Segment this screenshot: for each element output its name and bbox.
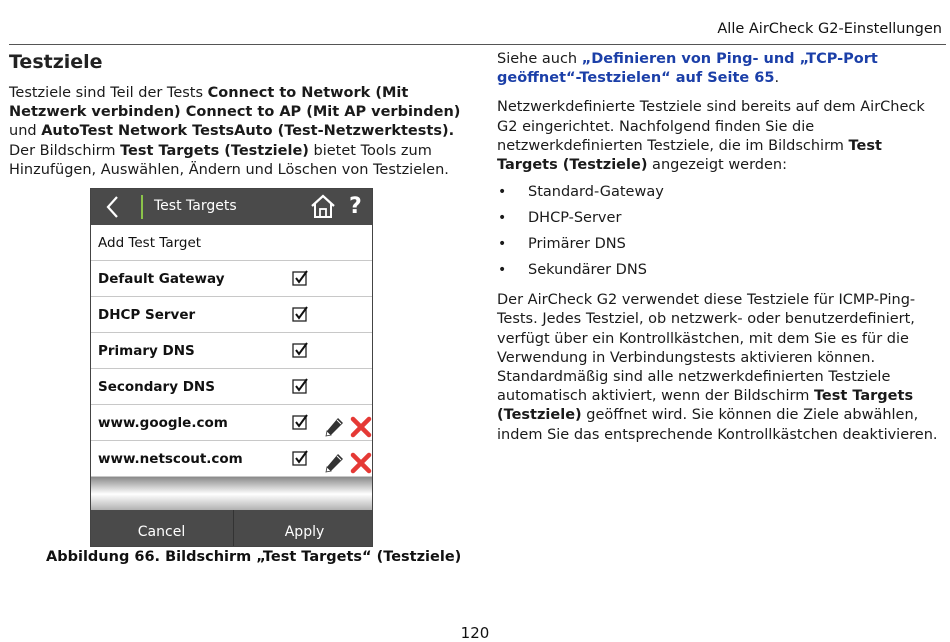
test-target-row[interactable] (91, 297, 372, 333)
checkbox-checked-icon[interactable] (292, 414, 308, 430)
intro-bold-autotest: AutoTest Network TestsAuto (Test-Netzwerktests). (41, 123, 455, 140)
test-target-row[interactable] (91, 369, 372, 405)
title-separator (141, 195, 143, 219)
page-number: 120 (460, 624, 490, 642)
paragraph-text: Der AirCheck G2 verwendet diese Testziele für ICMP-Ping-Tests. Jedes Testziel, ob netzwerk- oder benutzerdefiniert, verfügt über ein Kontrollkästchen, mit dem Sie es für die Verwendung in Verbindungstests aktivieren können. Standardmäßig sind alle netzwerkdefinierten Testziele automatisch aktiviert, wenn der Bildschirm (497, 292, 916, 405)
pencil-icon[interactable] (323, 416, 345, 438)
intro-text: bietet Tools zum Hinzufügen, Auswählen, Ändern und Löschen von Testzielen. (9, 142, 449, 178)
see-also-text: Siehe auch (497, 51, 582, 67)
see-also-text: . (774, 70, 780, 87)
paragraph-text: angezeigt werden: (647, 157, 788, 174)
bullet-item: • DHCP-Server (497, 209, 947, 235)
bullet-item: • Standard-Gateway (497, 183, 947, 209)
section-title: Testziele (9, 51, 103, 73)
figure-caption: Abbildung 66. Bildschirm „Test Targets“ (Testziele) (46, 549, 462, 565)
intro-bold-screen: Test Targets (Testziele) (120, 142, 309, 159)
device-title-bar (91, 189, 372, 225)
checkbox-checked-icon[interactable] (292, 270, 308, 286)
device-button-bar (91, 510, 372, 546)
device-screenshot (90, 188, 373, 547)
test-target-label: Secondary DNS (98, 379, 215, 395)
network-targets-paragraph (497, 98, 947, 175)
test-target-label: www.google.com (98, 415, 228, 431)
intro-text: Testziele sind Teil der Tests (9, 85, 208, 101)
home-icon[interactable] (310, 193, 336, 219)
paragraph-text: geöffnet wird. Sie können die Ziele abwählen, indem Sie das entsprechende Kontrollkästchen deaktivieren. (497, 407, 938, 443)
right-column (497, 50, 947, 445)
test-target-label: DHCP Server (98, 307, 196, 323)
checkbox-checked-icon[interactable] (292, 306, 308, 322)
see-also-link[interactable]: „Definieren von Ping- und „TCP-Port geöffnet“-Testzielen“ auf Seite 65 (497, 51, 878, 87)
intro-text: und (9, 123, 42, 140)
test-target-row[interactable] (91, 333, 372, 369)
delete-x-icon[interactable] (350, 452, 372, 474)
test-target-row[interactable] (91, 405, 372, 441)
bullet-item: • Sekundärer DNS (497, 261, 947, 287)
cancel-button[interactable]: Cancel (137, 524, 186, 540)
header-rule (9, 44, 946, 45)
see-also-paragraph (497, 50, 947, 88)
intro-text: Der Bildschirm (9, 142, 121, 159)
icmp-paragraph (497, 291, 947, 445)
apply-button[interactable]: Apply (233, 510, 373, 546)
test-target-label: www.netscout.com (98, 451, 243, 467)
intro-paragraph (9, 84, 471, 180)
paragraph-bold: Test Targets (Testziele) (497, 388, 914, 424)
add-test-target-label: Add Test Target (98, 235, 202, 251)
target-bullet-list (497, 183, 947, 287)
checkbox-checked-icon[interactable] (292, 450, 308, 466)
test-target-label: Default Gateway (98, 271, 225, 287)
left-column (9, 50, 471, 180)
intro-bold-tests: Connect to Network (Mit Netzwerk verbinden) Connect to AP (Mit AP verbinden) (9, 85, 461, 121)
add-test-target-row[interactable] (91, 225, 372, 261)
test-target-row[interactable] (91, 441, 372, 477)
paragraph-text: Netzwerkdefinierte Testziele sind bereits auf dem AirCheck G2 eingerichtet. Nachfolgend finden Sie die netzwerkdefinierten Testziele, die im Bildschirm (497, 99, 925, 154)
device-screen-title: Test Targets (154, 198, 237, 214)
test-target-label: Primary DNS (98, 343, 195, 359)
back-arrow-icon[interactable] (105, 195, 121, 219)
test-target-list (91, 261, 372, 477)
checkbox-checked-icon[interactable] (292, 378, 308, 394)
delete-x-icon[interactable] (350, 416, 372, 438)
paragraph-bold: Test Targets (Testziele) (497, 137, 882, 174)
bullet-item: • Primärer DNS (497, 235, 947, 261)
pencil-icon[interactable] (323, 452, 345, 474)
running-header: Alle AirCheck G2-Einstellungen (717, 21, 942, 37)
checkbox-checked-icon[interactable] (292, 342, 308, 358)
test-target-row[interactable] (91, 261, 372, 297)
help-icon[interactable]: ? (349, 194, 362, 219)
